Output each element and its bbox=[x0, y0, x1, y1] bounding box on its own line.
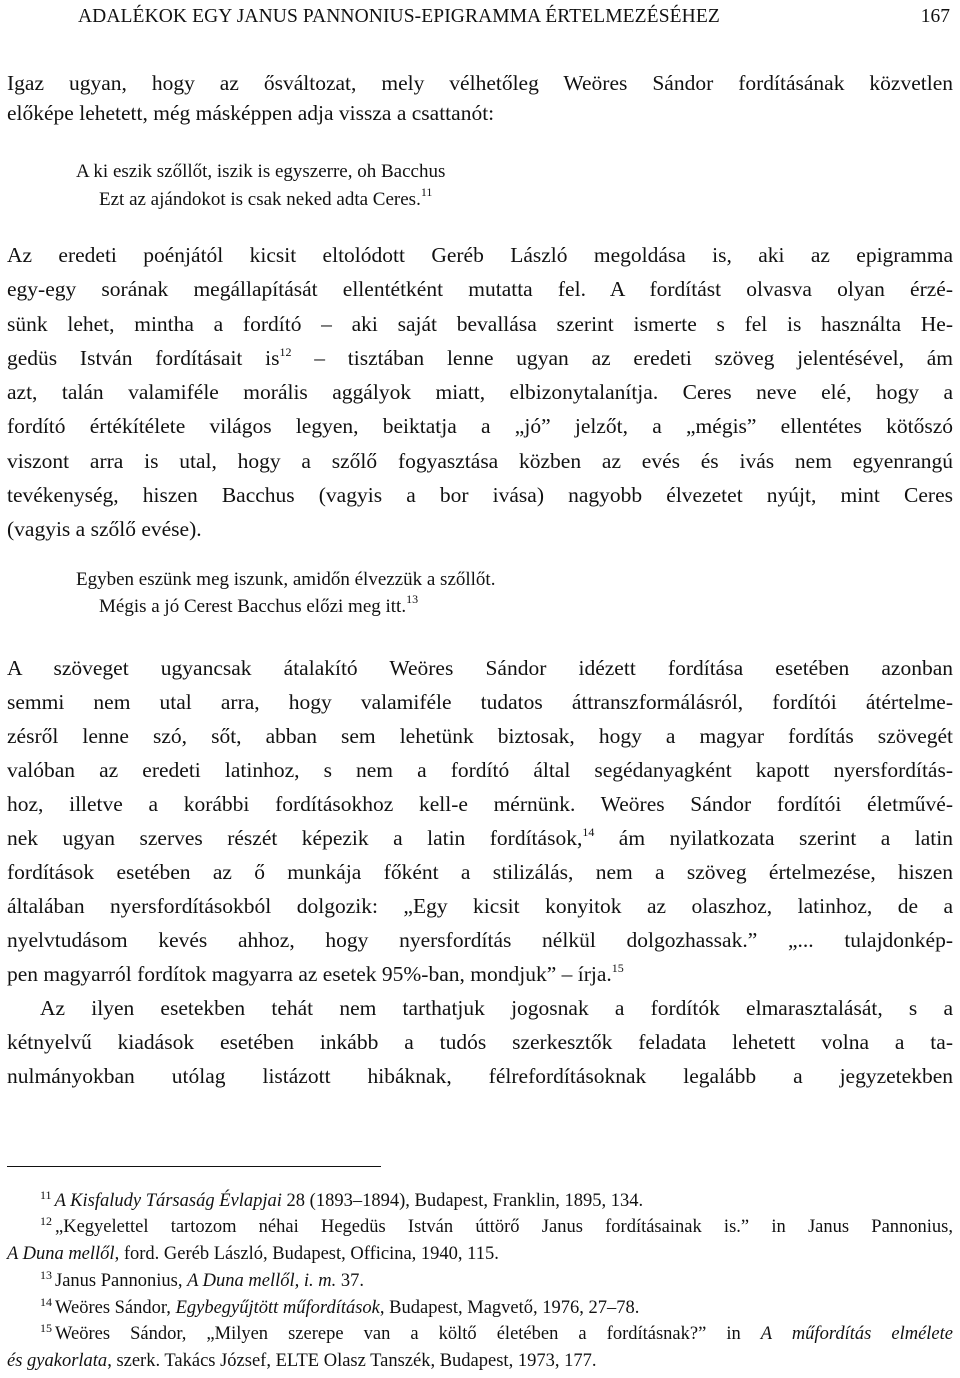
verse-2-line-2-text: Mégis a jó Cerest Bacchus előzi meg itt. bbox=[99, 596, 407, 617]
body-line-6 bbox=[7, 343, 953, 373]
body-line-6-a: gedüs István fordításait is bbox=[7, 346, 280, 370]
footnote-12-line-2 bbox=[7, 1241, 953, 1267]
footnote-ref-14[interactable]: 14 bbox=[582, 825, 595, 839]
verse-1-line-1: A ki eszik szőllőt, iszik is egyszerre, oh Bacchus bbox=[76, 161, 446, 182]
footnote-12-text: „Kegyelettel tartozom néhai Hegedüs István úttörő Janus fordításainak is.” in Janus Pannonius, bbox=[55, 1217, 953, 1237]
body-line-3: Az eredeti poénjától kicsit eltolódott Geréb László megoldása is, aki az epigramma bbox=[7, 243, 953, 267]
footnote-ref-11[interactable]: 11 bbox=[420, 185, 433, 199]
body-line-22: Az ilyen esetekben tehát nem tarthatjuk jogosnak a fordítók elmarasztalását, s a bbox=[40, 996, 953, 1020]
body-line-24: nulmányokban utólag listázott hibáknak, félrefordításoknak legalább a jegyzetekben bbox=[7, 1064, 953, 1088]
body-line-18: fordítások esetében az ő munkája főként a stilizálás, nem a szöveg értelmezése, hiszen bbox=[7, 860, 953, 884]
footnote-ref-13[interactable]: 13 bbox=[406, 592, 419, 606]
footnote-15-number: 15 bbox=[40, 1321, 52, 1335]
footnote-14 bbox=[40, 1295, 953, 1321]
verse-1-line-2 bbox=[99, 185, 433, 212]
footnote-13-text: Janus Pannonius, bbox=[55, 1271, 188, 1291]
body-line-23: kétnyelvű kiadások esetében inkább a tudós szerkesztők feladata lehetett volna a ta- bbox=[7, 1030, 953, 1054]
footnote-14-rest: , Budapest, Magvető, 1976, 27–78. bbox=[379, 1298, 640, 1318]
body-line-17-a: nek ugyan szerves részét képezik a latin fordítások, bbox=[7, 826, 583, 850]
footnote-15-text: Weöres Sándor, „Milyen szerepe van a költő életében a fordításnak?” in bbox=[55, 1324, 761, 1344]
footnote-11 bbox=[40, 1188, 953, 1214]
body-line-4: egy-egy sorának megállapítását ellentétként mutatta fel. A fordítást olvasva olyan érzé- bbox=[7, 277, 953, 301]
footnote-15-rest: , szerk. Takács József, ELTE Olasz Tanszék, Budapest, 1973, 177. bbox=[107, 1351, 597, 1371]
footnote-12-title: A Duna mellől bbox=[7, 1244, 115, 1264]
body-line-17 bbox=[7, 823, 953, 853]
body-line-7: azt, talán valamiféle morális aggályok miatt, elbizonytalanítja. Ceres neve elé, hogy a bbox=[7, 380, 953, 404]
footnote-11-title: A Kisfaludy Társaság Évlapjai bbox=[54, 1191, 282, 1211]
footnote-12-line-1 bbox=[40, 1214, 953, 1240]
body-line-8: fordító értékítélete világos legyen, beiktatja a „jó” jelzőt, a „mégis” ellentétes kötőszó bbox=[7, 414, 953, 438]
footnote-13-rest: 37. bbox=[336, 1271, 365, 1291]
body-line-11: (vagyis a szőlő evése). bbox=[7, 517, 202, 541]
body-line-15: valóban az eredeti latinhoz, s nem a fordító által segédanyagként kapott nyersfordítás- bbox=[7, 758, 953, 782]
body-line-9: viszont arra is utal, hogy a szőlő fogyasztása közben az evés és ivás nem egyenrangú bbox=[7, 449, 953, 473]
footnote-13-number: 13 bbox=[40, 1268, 52, 1282]
footnote-13-title: A Duna mellől, i. m. bbox=[187, 1271, 337, 1291]
verse-2-line-2 bbox=[99, 592, 419, 619]
running-title: ADALÉKOK EGY JANUS PANNONIUS-EPIGRAMMA ÉRTELMEZÉSÉHEZ bbox=[78, 6, 720, 27]
footnote-11-text: 28 (1893–1894), Budapest, Franklin, 1895, 134. bbox=[281, 1191, 644, 1211]
body-line-20: nyelvtudásom kevés ahhoz, hogy nyersfordítás nélkül dolgozhassak.” „... tulajdonkép- bbox=[7, 928, 953, 952]
footnote-separator bbox=[7, 1166, 381, 1167]
footnote-14-text: Weöres Sándor, bbox=[55, 1298, 176, 1318]
page-number: 167 bbox=[920, 6, 950, 27]
body-line-13: semmi nem utal arra, hogy valamiféle tudatos áttranszformálásról, fordítói átértelme- bbox=[7, 690, 953, 714]
running-header bbox=[0, 6, 960, 36]
verse-1-line-2-text: Ezt az ajándokot is csak neked adta Ceres. bbox=[99, 189, 421, 210]
footnote-15-title-part-2: és gyakorlata bbox=[7, 1351, 108, 1371]
body-line-21-a: pen magyarról fordítok magyarra az esetek 95%-ban, mondjuk” – írja. bbox=[7, 962, 612, 986]
footnote-14-title: Egybegyűjtött műfordítások bbox=[175, 1298, 380, 1318]
footnote-15-line-2 bbox=[7, 1348, 953, 1374]
body-line-12: A szöveget ugyancsak átalakító Weöres Sándor idézett fordítása esetében azonban bbox=[7, 656, 953, 680]
body-line-10: tevékenység, hiszen Bacchus (vagyis a bor ivása) nagyobb élvezetet nyújt, mint Ceres bbox=[7, 483, 953, 507]
footnote-ref-12[interactable]: 12 bbox=[279, 345, 292, 359]
body-line-1: Igaz ugyan, hogy az ősváltozat, mely vélhetőleg Weöres Sándor fordításának közvetlen bbox=[7, 71, 953, 95]
body-line-19: általában nyersfordításokból dolgozik: „Egy kicsit konyitok az olaszhoz, latinhoz, de a bbox=[7, 894, 953, 918]
body-line-16: hoz, illetve a korábbi fordításokhoz kell-e mérnünk. Weöres Sándor fordítói életművé- bbox=[7, 792, 953, 816]
footnote-11-number: 11 bbox=[40, 1188, 52, 1202]
body-line-6-b: – tisztában lenne ugyan az eredeti szöveg jelentésével, ám bbox=[291, 346, 953, 370]
body-line-2: előképe lehetett, még másképpen adja vissza a csattanót: bbox=[7, 101, 495, 125]
body-line-14: zésről lenne szó, sőt, abban sem lehetünk biztosak, hogy a magyar fordítás szövegét bbox=[7, 724, 953, 748]
body-line-21 bbox=[7, 959, 953, 989]
body-line-5: sünk lehet, mintha a fordító – aki saját bevallása szerint ismerte s fel is használta He- bbox=[7, 312, 953, 336]
body-line-17-b: ám nyilatkozata szerint a latin bbox=[594, 826, 953, 850]
footnote-12-number: 12 bbox=[40, 1214, 52, 1228]
footnote-15-line-1 bbox=[40, 1321, 953, 1347]
footnote-13 bbox=[40, 1268, 953, 1294]
footnote-14-number: 14 bbox=[40, 1295, 52, 1309]
verse-2-line-1: Egyben eszünk meg iszunk, amidőn élvezzük a szőllőt. bbox=[76, 569, 496, 590]
footnote-12-rest: , ford. Geréb László, Budapest, Officina, 1940, 115. bbox=[114, 1244, 499, 1264]
footnote-ref-15[interactable]: 15 bbox=[611, 961, 624, 975]
footnote-15-title-part-1: A műfordítás elmélete bbox=[760, 1324, 953, 1344]
